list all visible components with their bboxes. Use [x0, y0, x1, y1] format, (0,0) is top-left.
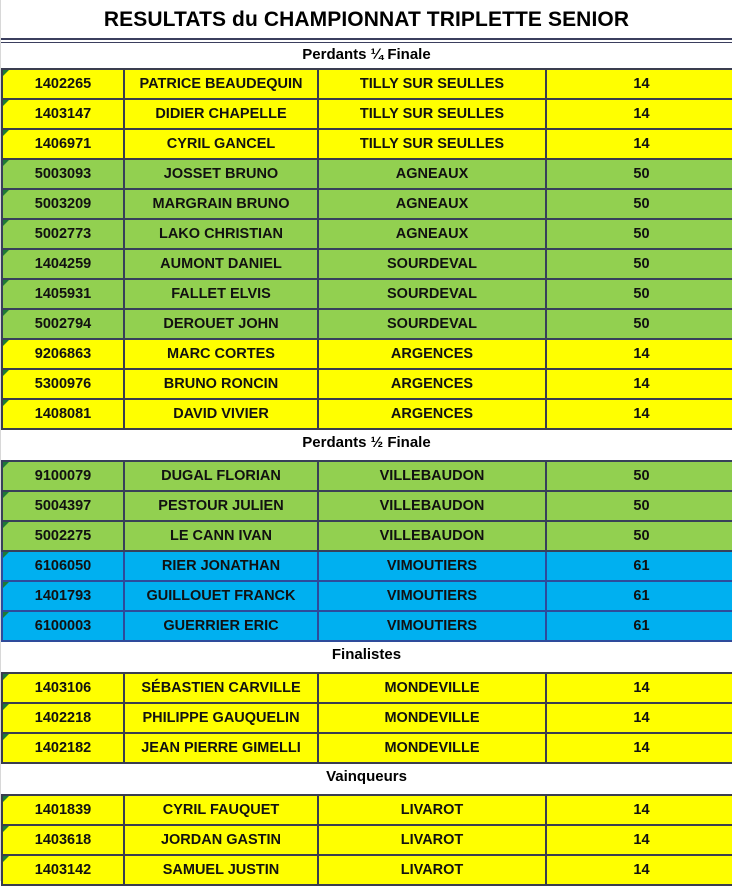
player-name-cell-text: GUERRIER ERIC: [163, 618, 279, 634]
player-name-cell-text: LAKO CHRISTIAN: [158, 226, 284, 242]
player-name-cell[interactable]: [124, 551, 318, 581]
table-row: [2, 551, 732, 581]
license-cell[interactable]: [2, 795, 124, 825]
license-cell[interactable]: [2, 129, 124, 159]
player-name-cell-text: DIDIER CHAPELLE: [155, 106, 287, 122]
player-name-cell-text: GUILLOUET FRANCK: [146, 588, 296, 604]
player-name-cell[interactable]: [124, 491, 318, 521]
department-cell[interactable]: [546, 611, 732, 641]
license-cell[interactable]: [2, 703, 124, 733]
player-name-cell[interactable]: [124, 399, 318, 429]
department-cell-text: 14: [633, 136, 650, 152]
department-cell[interactable]: [546, 279, 732, 309]
table-row: [2, 461, 732, 491]
player-name-cell[interactable]: [124, 129, 318, 159]
department-cell[interactable]: [546, 581, 732, 611]
section-heading-winners: Vainqueurs: [1, 764, 732, 794]
club-cell[interactable]: [318, 795, 546, 825]
club-cell[interactable]: [318, 99, 546, 129]
license-cell-text: 1402265: [34, 76, 92, 92]
license-cell-text: 5003209: [34, 196, 92, 212]
table-row: [2, 189, 732, 219]
department-cell-text: 50: [633, 528, 650, 544]
license-cell-text: 1403618: [34, 832, 92, 848]
department-cell-text: 50: [633, 256, 650, 272]
license-cell-text: 1408081: [34, 406, 92, 422]
cell-comment-marker-icon: [3, 220, 9, 226]
club-cell-text: MONDEVILLE: [384, 740, 480, 756]
license-cell-text: 1403106: [34, 680, 92, 696]
department-cell-text: 14: [633, 680, 650, 696]
cell-comment-marker-icon: [3, 310, 9, 316]
license-cell[interactable]: [2, 521, 124, 551]
cell-comment-marker-icon: [3, 340, 9, 346]
club-cell[interactable]: [318, 189, 546, 219]
club-cell-text: VILLEBAUDON: [379, 468, 485, 484]
license-cell[interactable]: [2, 159, 124, 189]
player-name-cell[interactable]: [124, 279, 318, 309]
club-cell-text: LIVAROT: [400, 862, 464, 878]
department-cell[interactable]: [546, 673, 732, 703]
player-name-cell-text: MARC CORTES: [167, 346, 275, 362]
player-name-cell-text: PHILIPPE GAUQUELIN: [142, 710, 300, 726]
player-name-cell-text: AUMONT DANIEL: [160, 256, 282, 272]
license-cell[interactable]: [2, 825, 124, 855]
player-name-cell-text: PATRICE BEAUDEQUIN: [139, 76, 303, 92]
department-cell-text: 14: [633, 740, 650, 756]
license-cell-text: 1402218: [34, 710, 92, 726]
club-cell-text: SOURDEVAL: [387, 286, 477, 302]
cell-comment-marker-icon: [3, 856, 9, 862]
club-cell-text: LIVAROT: [400, 832, 464, 848]
cell-comment-marker-icon: [3, 796, 9, 802]
table-row: [2, 159, 732, 189]
club-cell[interactable]: [318, 279, 546, 309]
cell-comment-marker-icon: [3, 492, 9, 498]
club-cell-text: ARGENCES: [390, 376, 474, 392]
club-cell-text: VILLEBAUDON: [379, 528, 485, 544]
table-row: [2, 825, 732, 855]
club-cell-text: AGNEAUX: [395, 226, 469, 242]
department-cell-text: 50: [633, 226, 650, 242]
table-row: [2, 491, 732, 521]
player-name-cell[interactable]: [124, 219, 318, 249]
license-cell[interactable]: [2, 339, 124, 369]
table-row: [2, 795, 732, 825]
club-cell-text: AGNEAUX: [395, 196, 469, 212]
player-name-cell-text: DAVID VIVIER: [173, 406, 269, 422]
club-cell[interactable]: [318, 159, 546, 189]
department-cell[interactable]: [546, 369, 732, 399]
club-cell[interactable]: [318, 309, 546, 339]
club-cell-text: LIVAROT: [400, 802, 464, 818]
license-cell[interactable]: [2, 189, 124, 219]
club-cell[interactable]: [318, 733, 546, 763]
cell-comment-marker-icon: [3, 280, 9, 286]
department-cell[interactable]: [546, 129, 732, 159]
club-cell-text: MONDEVILLE: [384, 680, 480, 696]
club-cell-text: TILLY SUR SEULLES: [359, 76, 505, 92]
department-cell-text: 61: [633, 618, 650, 634]
section-heading-finalists: Finalistes: [1, 642, 732, 672]
results-table-quarter-final-losers: [1, 68, 732, 430]
table-row: [2, 399, 732, 429]
club-cell[interactable]: [318, 703, 546, 733]
license-cell-text: 1406971: [34, 136, 92, 152]
table-row: [2, 339, 732, 369]
player-name-cell[interactable]: [124, 611, 318, 641]
club-cell[interactable]: [318, 461, 546, 491]
player-name-cell[interactable]: [124, 673, 318, 703]
player-name-cell-text: MARGRAIN BRUNO: [152, 196, 290, 212]
cell-comment-marker-icon: [3, 704, 9, 710]
player-name-cell-text: JOSSET BRUNO: [163, 166, 279, 182]
license-cell-text: 1403147: [34, 106, 92, 122]
department-cell-text: 14: [633, 346, 650, 362]
department-cell[interactable]: [546, 249, 732, 279]
player-name-cell[interactable]: [124, 189, 318, 219]
license-cell-text: 5002773: [34, 226, 92, 242]
club-cell-text: AGNEAUX: [395, 166, 469, 182]
section-heading-quarter-final-losers: Perdants ¼ Finale: [1, 43, 732, 68]
department-cell[interactable]: [546, 733, 732, 763]
player-name-cell-text: FALLET ELVIS: [171, 286, 271, 302]
player-name-cell[interactable]: [124, 309, 318, 339]
club-cell-text: VIMOUTIERS: [386, 588, 478, 604]
department-cell-text: 50: [633, 166, 650, 182]
player-name-cell-text: DEROUET JOHN: [163, 316, 279, 332]
cell-comment-marker-icon: [3, 160, 9, 166]
player-name-cell-text: JORDAN GASTIN: [160, 832, 282, 848]
club-cell[interactable]: [318, 69, 546, 99]
player-name-cell[interactable]: [124, 521, 318, 551]
player-name-cell-text: SAMUEL JUSTIN: [162, 862, 280, 878]
license-cell[interactable]: [2, 551, 124, 581]
club-cell-text: TILLY SUR SEULLES: [359, 136, 505, 152]
department-cell-text: 14: [633, 376, 650, 392]
table-row: [2, 673, 732, 703]
license-cell[interactable]: [2, 581, 124, 611]
license-cell-text: 5003093: [34, 166, 92, 182]
department-cell-text: 14: [633, 832, 650, 848]
table-row: [2, 69, 732, 99]
player-name-cell[interactable]: [124, 369, 318, 399]
player-name-cell[interactable]: [124, 249, 318, 279]
license-cell-text: 1401839: [34, 802, 92, 818]
player-name-cell[interactable]: [124, 339, 318, 369]
cell-comment-marker-icon: [3, 70, 9, 76]
department-cell[interactable]: [546, 99, 732, 129]
license-cell-text: 1401793: [34, 588, 92, 604]
table-row: [2, 309, 732, 339]
club-cell-text: ARGENCES: [390, 406, 474, 422]
license-cell[interactable]: [2, 733, 124, 763]
department-cell-text: 14: [633, 802, 650, 818]
table-row: [2, 219, 732, 249]
cell-comment-marker-icon: [3, 826, 9, 832]
department-cell[interactable]: [546, 825, 732, 855]
player-name-cell-text: RIER JONATHAN: [161, 558, 281, 574]
table-row: [2, 611, 732, 641]
club-cell-text: MONDEVILLE: [384, 710, 480, 726]
player-name-cell[interactable]: [124, 581, 318, 611]
cell-comment-marker-icon: [3, 190, 9, 196]
player-name-cell-text: BRUNO RONCIN: [163, 376, 279, 392]
player-name-cell-text: JEAN PIERRE GIMELLI: [141, 740, 301, 756]
department-cell-text: 14: [633, 106, 650, 122]
player-name-cell[interactable]: [124, 795, 318, 825]
license-cell[interactable]: [2, 399, 124, 429]
department-cell[interactable]: [546, 551, 732, 581]
results-table-finalists: [1, 672, 732, 764]
license-cell[interactable]: [2, 279, 124, 309]
club-cell[interactable]: [318, 825, 546, 855]
player-name-cell[interactable]: [124, 99, 318, 129]
results-table-winners: [1, 794, 732, 886]
club-cell[interactable]: [318, 521, 546, 551]
department-cell[interactable]: [546, 491, 732, 521]
table-row: [2, 703, 732, 733]
license-cell-text: 6100003: [34, 618, 92, 634]
player-name-cell[interactable]: [124, 733, 318, 763]
department-cell-text: 50: [633, 196, 650, 212]
cell-comment-marker-icon: [3, 400, 9, 406]
license-cell-text: 5004397: [34, 498, 92, 514]
department-cell[interactable]: [546, 339, 732, 369]
club-cell[interactable]: [318, 339, 546, 369]
license-cell[interactable]: [2, 249, 124, 279]
club-cell-text: SOURDEVAL: [387, 316, 477, 332]
table-row: [2, 249, 732, 279]
license-cell[interactable]: [2, 461, 124, 491]
department-cell[interactable]: [546, 189, 732, 219]
table-row: [2, 279, 732, 309]
page-title: RESULTATS du CHAMPIONNAT TRIPLETTE SENIOR: [103, 8, 630, 31]
table-row: [2, 99, 732, 129]
cell-comment-marker-icon: [3, 674, 9, 680]
player-name-cell-text: CYRIL FAUQUET: [162, 802, 280, 818]
department-cell[interactable]: [546, 219, 732, 249]
club-cell[interactable]: [318, 581, 546, 611]
license-cell[interactable]: [2, 219, 124, 249]
cell-comment-marker-icon: [3, 462, 9, 468]
cell-comment-marker-icon: [3, 100, 9, 106]
cell-comment-marker-icon: [3, 552, 9, 558]
player-name-cell-text: LE CANN IVAN: [169, 528, 273, 544]
table-row: [2, 521, 732, 551]
player-name-cell[interactable]: [124, 703, 318, 733]
club-cell[interactable]: [318, 129, 546, 159]
department-cell-text: 14: [633, 76, 650, 92]
club-cell-text: TILLY SUR SEULLES: [359, 106, 505, 122]
club-cell[interactable]: [318, 491, 546, 521]
department-cell-text: 50: [633, 316, 650, 332]
department-cell-text: 50: [633, 286, 650, 302]
player-name-cell[interactable]: [124, 69, 318, 99]
department-cell[interactable]: [546, 69, 732, 99]
club-cell-text: VIMOUTIERS: [386, 558, 478, 574]
license-cell-text: 1404259: [34, 256, 92, 272]
department-cell-text: 61: [633, 588, 650, 604]
department-cell-text: 14: [633, 862, 650, 878]
table-row: [2, 581, 732, 611]
department-cell[interactable]: [546, 703, 732, 733]
department-cell[interactable]: [546, 309, 732, 339]
license-cell[interactable]: [2, 611, 124, 641]
department-cell-text: 50: [633, 468, 650, 484]
license-cell[interactable]: [2, 309, 124, 339]
department-cell-text: 61: [633, 558, 650, 574]
club-cell-text: ARGENCES: [390, 346, 474, 362]
results-table-semi-final-losers: [1, 460, 732, 642]
table-row: [2, 733, 732, 763]
club-cell-text: VIMOUTIERS: [386, 618, 478, 634]
cell-comment-marker-icon: [3, 130, 9, 136]
department-cell-text: 14: [633, 406, 650, 422]
table-row: [2, 129, 732, 159]
club-cell[interactable]: [318, 611, 546, 641]
player-name-cell-text: CYRIL GANCEL: [166, 136, 276, 152]
club-cell[interactable]: [318, 249, 546, 279]
license-cell-text: 1403142: [34, 862, 92, 878]
cell-comment-marker-icon: [3, 250, 9, 256]
club-cell[interactable]: [318, 219, 546, 249]
club-cell[interactable]: [318, 399, 546, 429]
license-cell-text: 9100079: [34, 468, 92, 484]
license-cell[interactable]: [2, 673, 124, 703]
table-row: [2, 369, 732, 399]
player-name-cell-text: SÉBASTIEN CARVILLE: [141, 680, 301, 696]
license-cell-text: 6106050: [34, 558, 92, 574]
club-cell-text: SOURDEVAL: [387, 256, 477, 272]
department-cell[interactable]: [546, 795, 732, 825]
department-cell[interactable]: [546, 159, 732, 189]
club-cell[interactable]: [318, 673, 546, 703]
license-cell[interactable]: [2, 369, 124, 399]
section-heading-semi-final-losers: Perdants ½ Finale: [1, 430, 732, 460]
license-cell-text: 5002275: [34, 528, 92, 544]
department-cell[interactable]: [546, 521, 732, 551]
license-cell[interactable]: [2, 69, 124, 99]
license-cell-text: 1402182: [34, 740, 92, 756]
department-cell[interactable]: [546, 399, 732, 429]
license-cell[interactable]: [2, 99, 124, 129]
license-cell-text: 9206863: [34, 346, 92, 362]
license-cell[interactable]: [2, 491, 124, 521]
club-cell[interactable]: [318, 551, 546, 581]
club-cell[interactable]: [318, 369, 546, 399]
department-cell-text: 50: [633, 498, 650, 514]
player-name-cell-text: DUGAL FLORIAN: [161, 468, 281, 484]
player-name-cell-text: PESTOUR JULIEN: [158, 498, 284, 514]
player-name-cell[interactable]: [124, 825, 318, 855]
player-name-cell[interactable]: [124, 159, 318, 189]
club-cell-text: VILLEBAUDON: [379, 498, 485, 514]
license-cell-text: 1405931: [34, 286, 92, 302]
cell-comment-marker-icon: [3, 370, 9, 376]
cell-comment-marker-icon: [3, 612, 9, 618]
department-cell-text: 14: [633, 710, 650, 726]
license-cell-text: 5300976: [34, 376, 92, 392]
license-cell-text: 5002794: [34, 316, 92, 332]
department-cell[interactable]: [546, 461, 732, 491]
player-name-cell[interactable]: [124, 461, 318, 491]
cell-comment-marker-icon: [3, 582, 9, 588]
cell-comment-marker-icon: [3, 522, 9, 528]
cell-comment-marker-icon: [3, 734, 9, 740]
